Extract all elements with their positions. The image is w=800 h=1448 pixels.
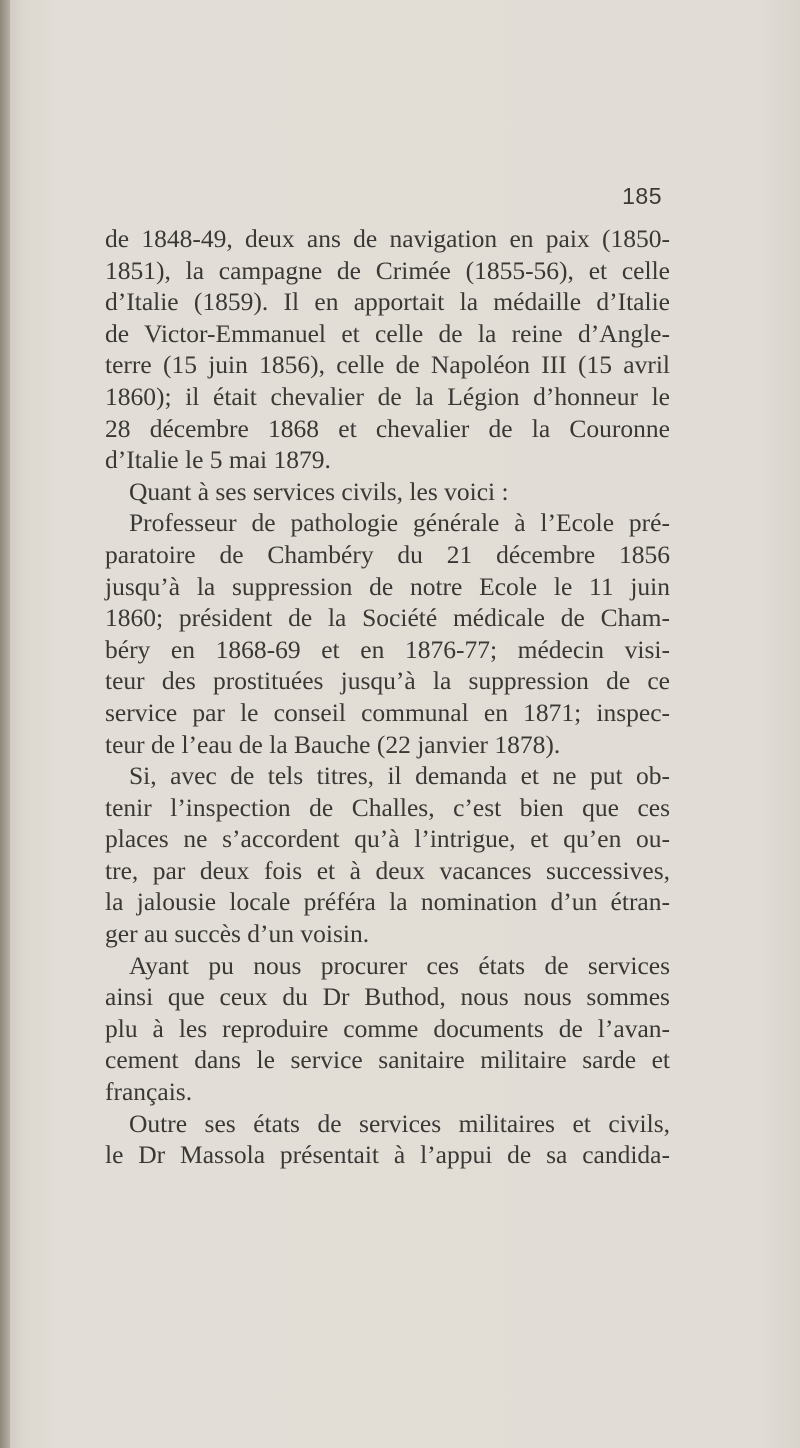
paragraph-first-line: Quant à ses services civils, les voici :	[129, 476, 509, 506]
text-line: terre (15 juin 1856), celle de Napoléon III (15 avril	[105, 350, 670, 380]
text-line: ger au succès d’un voisin.	[105, 919, 370, 949]
text-line: 1860); il était chevalier de la Légion d’honneur le	[105, 381, 670, 411]
text-line: teur des prostituées jusqu’à la suppression de ce	[105, 666, 670, 696]
text-line: service par le conseil communal en 1871; inspec-	[105, 697, 670, 727]
text-line: 28 décembre 1868 et chevalier de la Couronne	[105, 413, 670, 443]
text-line: de 1848-49, deux ans de navigation en paix (1850-	[105, 224, 670, 253]
text-line: ainsi que ceux du Dr Buthod, nous nous sommes	[105, 982, 670, 1012]
text-line: 1851), la campagne de Crimée (1855-56), et celle	[105, 255, 670, 285]
text-line: tre, par deux fois et à deux vacances successives,	[105, 855, 670, 885]
text-line: béry en 1868-69 et en 1876-77; médecin visi-	[105, 634, 670, 664]
text-line: teur de l’eau de la Bauche (22 janvier 1878).	[105, 729, 561, 759]
text-line: cement dans le service sanitaire militaire sarde et	[105, 1045, 670, 1075]
text-line: d’Italie (1859). Il en apportait la médaille d’Italie	[105, 287, 670, 317]
text-line: la jalousie locale préféra la nomination d’un étran-	[105, 887, 670, 917]
text-line: français.	[105, 1077, 193, 1107]
paragraph-first-line: Si, avec de tels titres, il demanda et ne put ob-	[129, 761, 670, 791]
text-line: tenir l’inspection de Challes, c’est bien que ces	[105, 792, 670, 822]
paragraph-first-line: Outre ses états de services militaires et civils,	[129, 1108, 670, 1138]
text-line: 1860; président de la Société médicale de Cham-	[105, 603, 670, 633]
body-text	[105, 223, 670, 1171]
text-line: places ne s’accordent qu’à l’intrigue, et qu’en ou-	[105, 824, 670, 854]
text-line: plu à les reproduire comme documents de l’avan-	[105, 1013, 670, 1043]
page-number: 185	[622, 183, 662, 209]
text-line: le Dr Massola présentait à l’appui de sa candida-	[105, 1140, 670, 1170]
text-line: paratoire de Chambéry du 21 décembre 1856	[105, 539, 670, 569]
text-line: jusqu’à la suppression de notre Ecole le 11 juin	[105, 571, 670, 601]
text-line: de Victor-Emmanuel et celle de la reine d’Angle-	[105, 318, 670, 348]
text-line: d’Italie le 5 mai 1879.	[105, 445, 331, 475]
paragraph-first-line: Ayant pu nous procurer ces états de services	[129, 950, 670, 980]
paragraph-first-line: Professeur de pathologie générale à l’Ecole pré-	[129, 508, 670, 538]
page-binding-edge	[0, 0, 10, 1448]
